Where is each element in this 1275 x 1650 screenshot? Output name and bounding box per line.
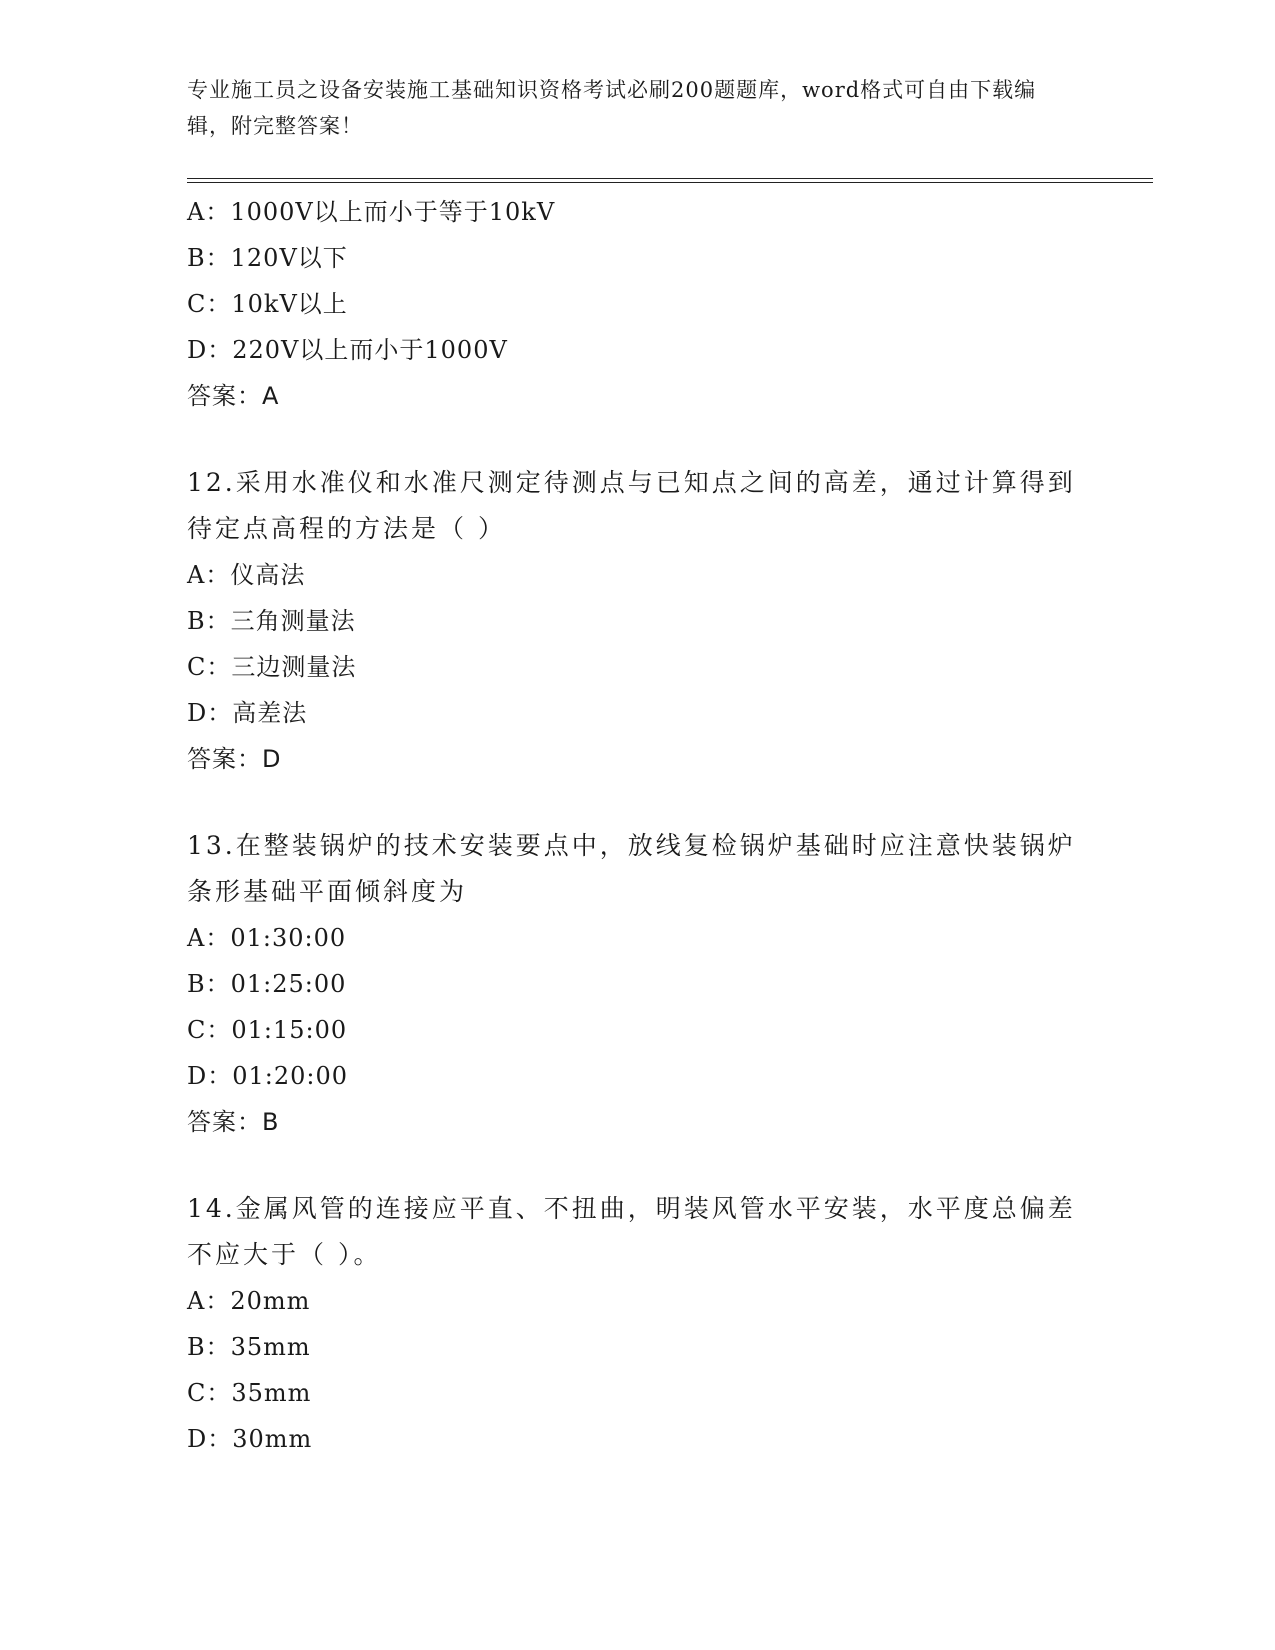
question-text: 13.在整装锅炉的技术安装要点中，放线复检锅炉基础时应注意快装锅炉条形基础平面倾斜度为 (187, 831, 1076, 906)
option-b: B：三角测量法 (187, 607, 356, 635)
question-text: 14.金属风管的连接应平直、不扭曲，明装风管水平安装，水平度总偏差不应大于（ ）。 (187, 1194, 1076, 1269)
question-block-11 (187, 189, 1087, 419)
option-a: A：20mm (187, 1287, 311, 1315)
option-a: A：1000V以上而小于等于10kV (187, 198, 556, 226)
option-d: D：220V以上而小于1000V (187, 336, 508, 364)
header-divider-bottom (187, 182, 1153, 183)
question-block-12 (187, 460, 1087, 782)
question-list (187, 189, 1087, 1462)
question-block-14 (187, 1186, 1087, 1462)
option-a: A：01:30:00 (187, 924, 347, 952)
option-d: D：01:20:00 (187, 1062, 349, 1090)
option-d: D：高差法 (187, 699, 308, 727)
option-a: A：仪高法 (187, 561, 306, 589)
document-header: 专业施工员之设备安装施工基础知识资格考试必刷200题题库，word格式可自由下载编辑，附完整答案！ (187, 78, 1037, 138)
option-c: C：10kV以上 (187, 290, 348, 318)
option-c: C：三边测量法 (187, 653, 357, 681)
option-d: D：30mm (187, 1425, 313, 1453)
answer-line: 答案：B (187, 1108, 280, 1136)
option-c: C：01:15:00 (187, 1016, 348, 1044)
answer-line: 答案：A (187, 382, 280, 410)
option-c: C：35mm (187, 1379, 312, 1407)
question-text: 12.采用水准仪和水准尺测定待测点与已知点之间的高差，通过计算得到待定点高程的方法是（ ） (187, 468, 1076, 543)
option-b: B：120V以下 (187, 244, 348, 272)
option-b: B：35mm (187, 1333, 311, 1361)
option-b: B：01:25:00 (187, 970, 347, 998)
question-block-13 (187, 823, 1087, 1145)
header-divider-top (187, 178, 1153, 179)
answer-line: 答案：D (187, 745, 282, 773)
